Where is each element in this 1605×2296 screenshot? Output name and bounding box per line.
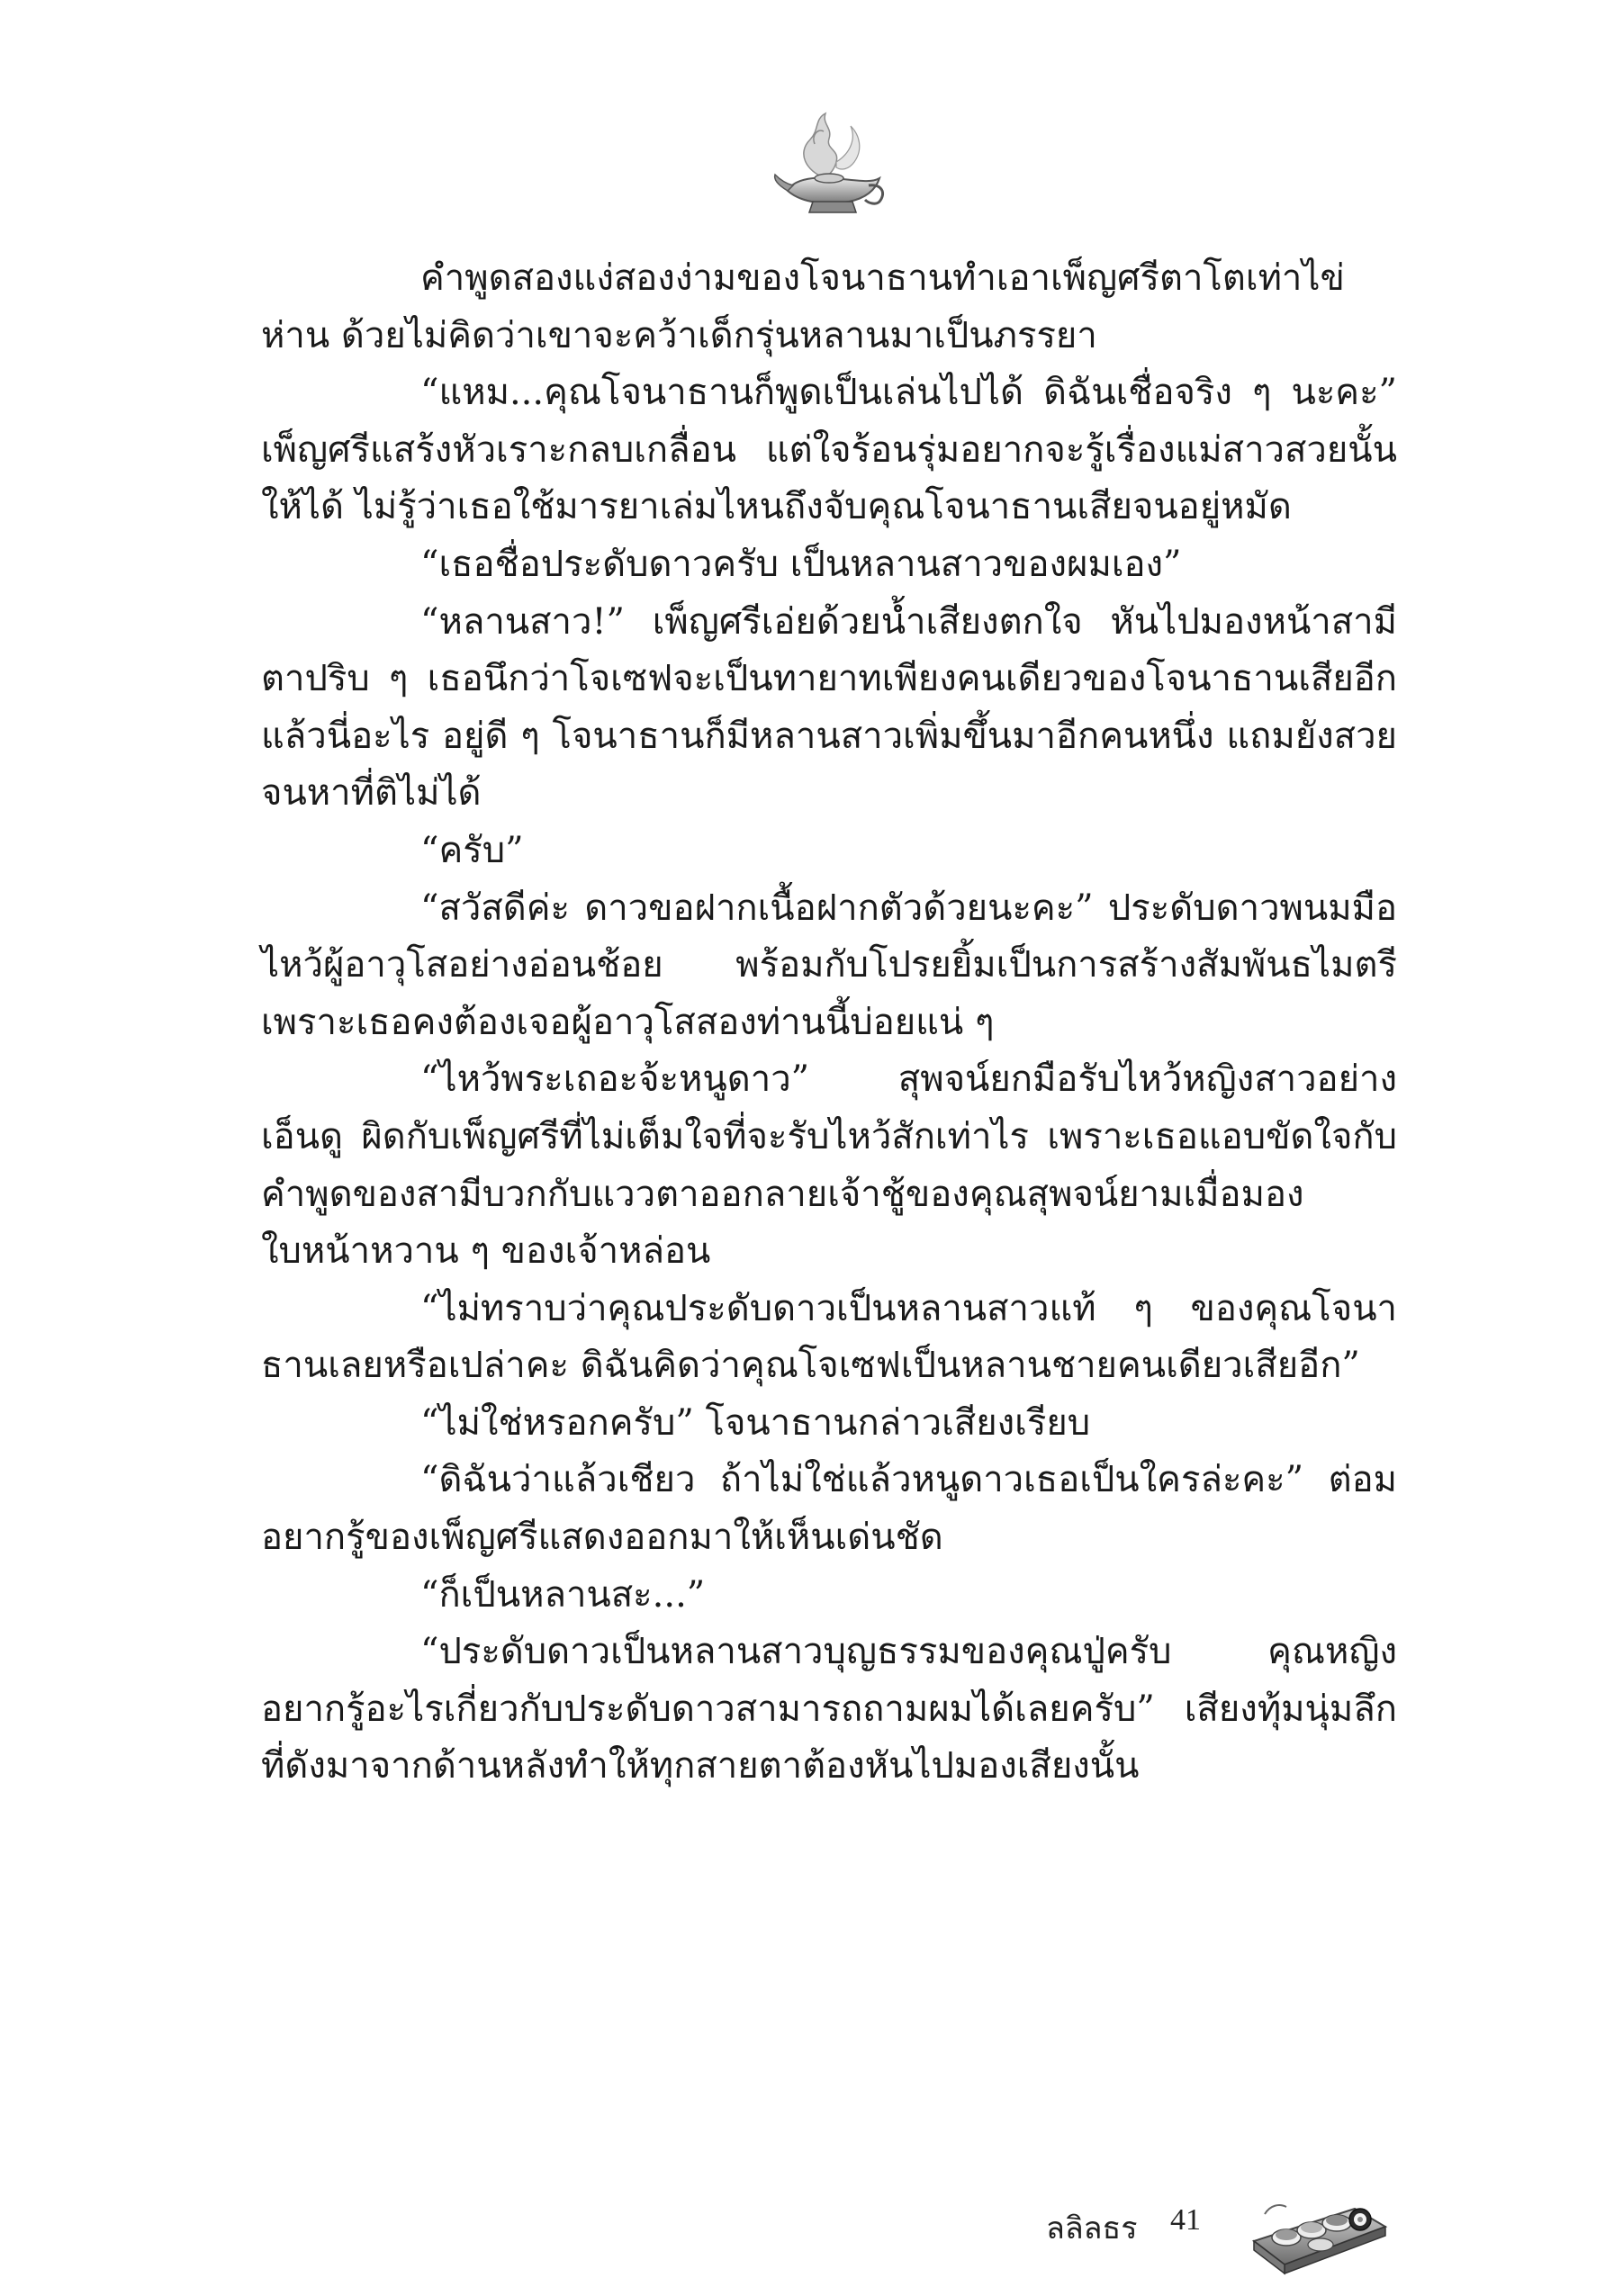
paragraph: “สวัสดีค่ะ ดาวขอฝากเนื้อฝากตัวด้วยนะคะ” ประดับดาวพนมมือไหว้ผู้อาวุโสอย่างอ่อนช้อย พร้อมกับโปรยยิ้มเป็นการสร้างสัมพันธไมตรี เพราะเธอคงต้องเจอผู้อาวุโสสองท่านนี้บ่อยแน่ ๆ xyxy=(261,887,1397,1043)
paragraph: “ก็เป็นหลานสะ...” xyxy=(420,1573,706,1616)
sushi-platter-icon xyxy=(1247,2178,1391,2286)
paragraph: “ครับ” xyxy=(420,829,524,871)
story-text xyxy=(261,250,1397,1796)
paragraph: “หลานสาว!” เพ็ญศรีเอ่ยด้วยน้ำเสียงตกใจ หันไปมองหน้าสามีตาปริบ ๆ เธอนึกว่าโจเซฟจะเป็นทายาทเพียงคนเดียวของโจนาธานเสียอีก แล้วนี่อะไร อยู่ดี ๆ โจนาธานก็มีหลานสาวเพิ่มขึ้นมาอีกคนหนึ่ง แถมยังสวยจนหาที่ติไม่ได้ xyxy=(261,600,1397,815)
page-number: 41 xyxy=(1170,2203,1201,2237)
paragraph: “ไม่ใช่หรอกครับ” โจนาธานกล่าวเสียงเรียบ xyxy=(420,1401,1091,1444)
paragraph: “เธอชื่อประดับดาวครับ เป็นหลานสาวของผมเอง” xyxy=(420,543,1182,585)
paragraph: “ไหว้พระเถอะจ้ะหนูดาว” สุพจน์ยกมือรับไหว้หญิงสาวอย่างเอ็นดู ผิดกับเพ็ญศรีที่ไม่เต็มใจที่จะรับไหว้สักเท่าไร เพราะเธอแอบขัดใจกับคำพูดของสามีบวกกับแววตาออกลายเจ้าชู้ของคุณสุพจน์ยามเมื่อมองใบหน้าหวาน ๆ ของเจ้าหล่อน xyxy=(261,1058,1397,1273)
paragraph: “ประดับดาวเป็นหลานสาวบุญธรรมของคุณปู่ครับ คุณหญิงอยากรู้อะไรเกี่ยวกับประดับดาวสามารถถามผมได้เลยครับ” เสียงทุ้มนุ่มลึกที่ดังมาจากด้านหลังทำให้ทุกสายตาต้องหันไปมองเสียงนั้น xyxy=(261,1631,1397,1787)
paragraph: “ดิฉันว่าแล้วเชียว ถ้าไม่ใช่แล้วหนูดาวเธอเป็นใครล่ะคะ” ต่อมอยากรู้ของเพ็ญศรีแสดงออกมาให้เห็นเด่นชัด xyxy=(261,1459,1397,1559)
paragraph: คำพูดสองแง่สองง่ามของโจนาธานทำเอาเพ็ญศรีตาโตเท่าไข่ห่าน ด้วยไม่คิดว่าเขาจะคว้าเด็กรุ่นหลานมาเป็นภรรยา xyxy=(261,257,1345,356)
genie-lamp-icon xyxy=(770,108,896,225)
book-title: ลลิลธร xyxy=(1046,2210,1138,2246)
paragraph: “ไม่ทราบว่าคุณประดับดาวเป็นหลานสาวแท้ ๆ ของคุณโจนาธานเลยหรือเปล่าคะ ดิฉันคิดว่าคุณโจเซฟเป็นหลานชายคนเดียวเสียอีก” xyxy=(261,1287,1397,1387)
page-footer xyxy=(0,2196,1605,2295)
paragraph: “แหม...คุณโจนาธานก็พูดเป็นเล่นไปได้ ดิฉันเชื่อจริง ๆ นะคะ” เพ็ญศรีแสร้งหัวเราะกลบเกลื่อน แต่ใจร้อนรุ่มอยากจะรู้เรื่องแม่สาวสวยนั้นให้ได้ ไม่รู้ว่าเธอใช้มารยาเล่มไหนถึงจับคุณโจนาธานเสียจนอยู่หมัด xyxy=(261,372,1397,528)
